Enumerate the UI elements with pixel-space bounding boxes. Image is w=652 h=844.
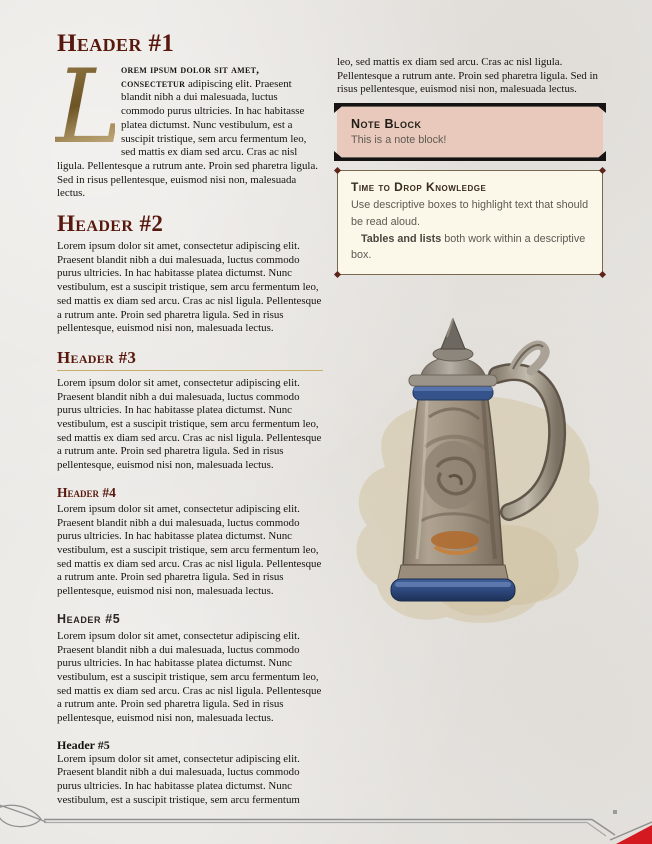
header-2: Header #2	[57, 211, 164, 237]
corner-diamond-icon	[599, 167, 606, 174]
continuation-paragraph: leo, sed mattis ex diam sed arcu. Cras ac nisl ligula. Pellentesque a rutrum ante. Proin sed pharetra ligula. Sed in risus pellentesque, euismod nisi non, malesuada lectus.	[337, 56, 599, 96]
descriptive-box	[337, 170, 603, 275]
left-column	[57, 30, 323, 815]
footer-decoration	[0, 798, 652, 844]
right-column	[337, 56, 603, 637]
footer-dot	[613, 810, 617, 814]
note-block	[337, 107, 603, 157]
leaf-flourish-icon	[0, 805, 41, 826]
drop-cap-letter: L	[55, 48, 123, 167]
note-block-title: Note Block	[351, 117, 422, 132]
lid-finial	[441, 319, 465, 349]
corner-diamond-icon	[334, 271, 341, 278]
note-block-text: This is a note block!	[351, 134, 447, 147]
corner-diamond-icon	[334, 167, 341, 174]
descriptive-box-line1: Use descriptive boxes to highlight text that should be read aloud.	[351, 199, 589, 228]
descriptive-box-line2: Tables and lists both work within a descriptive box.	[351, 232, 586, 262]
corner-diamond-icon	[599, 271, 606, 278]
section-paragraph: Lorem ipsum dolor sit amet, consectetur adipiscing elit. Praesent blandit nibh a dui malesuada, luctus commodo purus ultricies. In hac habitasse platea dictumst. Nunc vestibulum, est a suscipit tristique, sem arcu fermentum leo, sed mattis ex diam sed arcu. Cras ac nisl ligula. Pellentesque a rutrum ante. Proin sed pharetra ligula. Sed in risus pellentesque, euismod nisi non, malesuada lectus.	[57, 629, 322, 725]
section-paragraph-truncated: Lorem ipsum dolor sit amet, consectetur adipiscing elit. Praesent blandit nibh a dui malesuada, luctus commodo purus ultricies. In hac habitasse platea dictumst. Nunc vestibulum, est a suscipit tristique, sem arcu fermentum	[57, 752, 300, 806]
header-4: Header #4	[57, 484, 116, 500]
lead-small-caps: orem ipsum dolor sit amet, consectetur	[121, 64, 260, 90]
descriptive-box-title: Time to Drop Knowledge	[351, 180, 487, 195]
stein-illustration	[337, 297, 603, 637]
header-3: Header #3	[57, 348, 323, 371]
descriptive-box-bold: Tables and lists	[361, 232, 442, 245]
intro-text: adipiscing elit. Praesent blandit nibh a dui malesuada, luctus commodo purus ultricies. In hac habitasse platea dictumst. Nunc vestibulum, est a suscipit tristique, sem arcu fermentum leo, sed mattis ex diam sed arcu. Cras ac nisl ligula. Pellentesque a rutrum ante. Proin sed pharetra ligula. Sed in risus pellentesque, euismod nisi non, malesuada lectus.	[57, 77, 318, 200]
header-5: Header #5	[57, 611, 121, 626]
page-title: Header #1	[57, 30, 175, 57]
section-paragraph: Lorem ipsum dolor sit amet, consectetur adipiscing elit. Praesent blandit nibh a dui malesuada, luctus commodo purus ultricies. In hac habitasse platea dictumst. Nunc vestibulum, est a suscipit tristique, sem arcu fermentum leo, sed mattis ex diam sed arcu. Cras ac nisl ligula. Pellentesque a rutrum ante. Proin sed pharetra ligula. Sed in risus pellentesque, euismod nisi non, malesuada lectus.	[57, 502, 322, 598]
note-top-border-icon	[334, 103, 606, 113]
header-5-bold: Header #5	[57, 737, 110, 752]
section-paragraph: Lorem ipsum dolor sit amet, consectetur adipiscing elit. Praesent blandit nibh a dui malesuada, luctus commodo purus ultricies. In hac habitasse platea dictumst. Nunc vestibulum, est a suscipit tristique, sem arcu fermentum leo, sed mattis ex diam sed arcu. Cras ac nisl ligula. Pellentesque a rutrum ante. Proin sed pharetra ligula. Sed in risus pellentesque, euismod nisi non, malesuada lectus.	[57, 376, 322, 472]
intro-paragraph	[55, 48, 323, 201]
section-paragraph: Lorem ipsum dolor sit amet, consectetur adipiscing elit. Praesent blandit nibh a dui malesuada, luctus commodo purus ultricies. In hac habitasse platea dictumst. Nunc vestibulum, est a suscipit tristique, sem arcu fermentum leo, sed mattis ex diam sed arcu. Cras ac nisl ligula. Pellentesque a rutrum ante. Proin sed pharetra ligula. Sed in risus pellentesque, euismod nisi non, malesuada lectus.	[57, 240, 322, 335]
note-bottom-border-icon	[334, 151, 606, 161]
beer-stein-icon	[337, 297, 603, 637]
